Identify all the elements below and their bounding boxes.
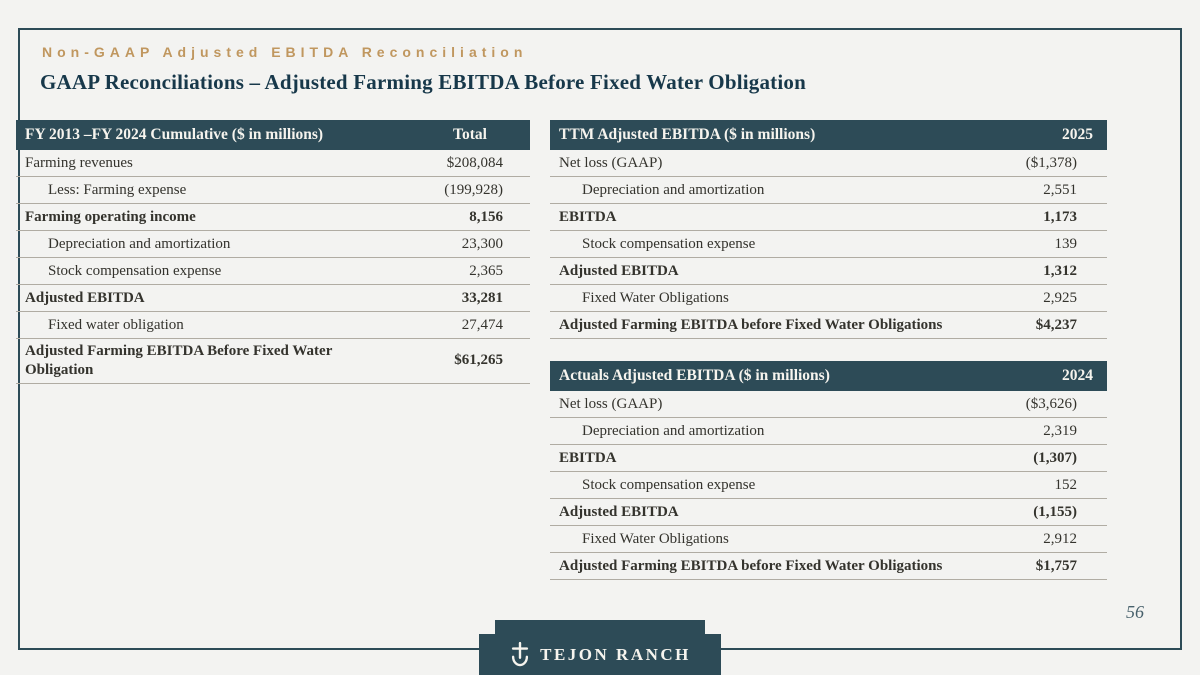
table-row xyxy=(16,285,530,312)
banner-top-step xyxy=(495,620,705,634)
row-label: Farming revenues xyxy=(25,154,133,171)
row-value: ($3,626) xyxy=(1025,395,1077,412)
table-header-row xyxy=(16,120,530,150)
row-label: Stock compensation expense xyxy=(582,476,756,493)
row-value: 27,474 xyxy=(461,316,503,333)
ttm-adjusted-ebitda-table xyxy=(550,120,1107,339)
table-row xyxy=(16,150,530,177)
table-row xyxy=(16,339,530,384)
row-value: $4,237 xyxy=(1035,316,1077,333)
table-row xyxy=(550,231,1107,258)
row-value: 33,281 xyxy=(461,289,503,306)
row-value: (1,155) xyxy=(1033,503,1077,520)
cumulative-table xyxy=(16,120,530,384)
page-number: 56 xyxy=(1126,602,1144,622)
row-label: Stock compensation expense xyxy=(48,262,222,279)
row-label: Fixed Water Obligations xyxy=(582,530,729,547)
row-label: Net loss (GAAP) xyxy=(559,395,663,412)
row-label: Depreciation and amortization xyxy=(582,422,765,439)
row-value: $61,265 xyxy=(454,352,503,369)
row-value: 2,925 xyxy=(1043,289,1077,306)
row-label: Adjusted EBITDA xyxy=(25,289,145,306)
row-label: Depreciation and amortization xyxy=(582,181,765,198)
table-row xyxy=(16,204,530,231)
row-label: EBITDA xyxy=(559,208,617,225)
row-label: Farming operating income xyxy=(25,208,196,225)
row-value: 2,365 xyxy=(469,262,503,279)
row-label: Stock compensation expense xyxy=(582,235,756,252)
table-row xyxy=(550,177,1107,204)
table-row xyxy=(550,499,1107,526)
actuals-adjusted-ebitda-table xyxy=(550,361,1107,580)
table-row xyxy=(550,204,1107,231)
table-row xyxy=(550,553,1107,580)
row-label: Adjusted Farming EBITDA Before Fixed Water Obligation xyxy=(25,343,333,378)
table-row xyxy=(550,526,1107,553)
row-label: Fixed water obligation xyxy=(48,316,184,333)
footer-banner xyxy=(479,620,721,675)
banner-main xyxy=(479,634,721,675)
row-label: Adjusted EBITDA xyxy=(559,503,679,520)
row-value: 8,156 xyxy=(469,208,503,225)
row-value: 2,319 xyxy=(1043,422,1077,439)
table-row xyxy=(550,258,1107,285)
row-value: 1,173 xyxy=(1043,208,1077,225)
table-row xyxy=(550,150,1107,177)
table-header-row xyxy=(550,361,1107,391)
table-header-row xyxy=(550,120,1107,150)
row-label: Depreciation and amortization xyxy=(48,235,231,252)
table-row xyxy=(550,418,1107,445)
row-label: EBITDA xyxy=(559,449,617,466)
eyebrow-label: Non-GAAP Adjusted EBITDA Reconciliation xyxy=(42,44,528,60)
row-value: ($1,378) xyxy=(1025,154,1077,171)
table-row xyxy=(550,285,1107,312)
row-value: $1,757 xyxy=(1035,557,1077,574)
row-value: 2,551 xyxy=(1043,181,1077,198)
tejon-ranch-brand-icon xyxy=(509,641,531,669)
page-title: GAAP Reconciliations – Adjusted Farming EBITDA Before Fixed Water Obligation xyxy=(40,70,806,94)
table-row xyxy=(16,231,530,258)
table-row xyxy=(550,445,1107,472)
table-row xyxy=(16,312,530,339)
row-value: 139 xyxy=(1054,235,1077,252)
row-label: Less: Farming expense xyxy=(48,181,187,198)
row-value: 23,300 xyxy=(461,235,503,252)
row-value: 152 xyxy=(1054,476,1077,493)
table-header-value: Total xyxy=(453,126,487,143)
table-row xyxy=(550,472,1107,499)
row-value: $208,084 xyxy=(446,154,503,171)
table-header-label: TTM Adjusted EBITDA ($ in millions) xyxy=(559,126,816,143)
table-row xyxy=(550,312,1107,339)
table-row xyxy=(550,391,1107,418)
table-header-value: 2024 xyxy=(1062,367,1093,384)
row-value: 1,312 xyxy=(1043,262,1077,279)
row-value: (1,307) xyxy=(1033,449,1077,466)
table-header-value: 2025 xyxy=(1062,126,1093,143)
table-row xyxy=(16,177,530,204)
table-row xyxy=(16,258,530,285)
row-value: 2,912 xyxy=(1043,530,1077,547)
row-label: Adjusted Farming EBITDA before Fixed Water Obligations xyxy=(559,557,943,574)
row-label: Adjusted Farming EBITDA before Fixed Water Obligations xyxy=(559,316,943,333)
table-header-label: FY 2013 –FY 2024 Cumulative ($ in millions) xyxy=(25,126,324,143)
row-label: Fixed Water Obligations xyxy=(582,289,729,306)
row-value: (199,928) xyxy=(444,181,503,198)
brand-name: TEJON RANCH xyxy=(540,644,691,664)
table-header-label: Actuals Adjusted EBITDA ($ in millions) xyxy=(559,367,830,384)
row-label: Net loss (GAAP) xyxy=(559,154,663,171)
row-label: Adjusted EBITDA xyxy=(559,262,679,279)
